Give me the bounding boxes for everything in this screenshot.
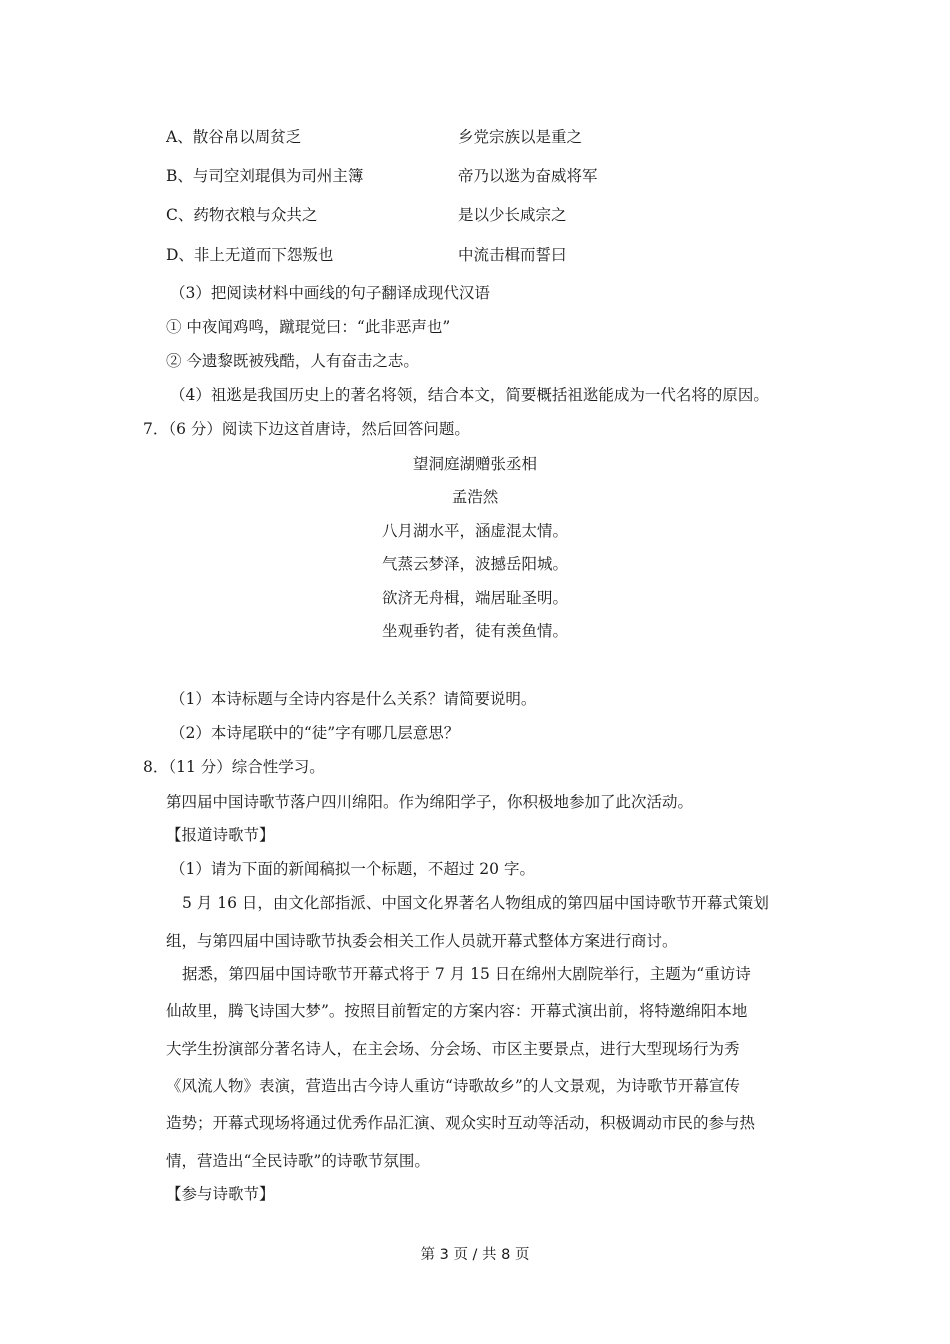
page-number: 第 3 页 / 共 8 页 — [420, 1247, 530, 1263]
q7-part2: （2）本诗尾联中的“徒”字有哪几层意思？ — [170, 724, 460, 742]
q8-part1: （1）请为下面的新闻稿拟一个标题，不超过 20 字。 — [170, 860, 535, 878]
q6-part4: （4）祖逖是我国历史上的著名将领，结合本文，简要概括祖逖能成为一代名将的原因。 — [170, 386, 769, 404]
news-p1-line2: 组，与第四届中国诗歌节执委会相关工作人员就开幕式整体方案进行商讨。 — [166, 932, 678, 950]
option-a-right: 乡党宗族以是重之 — [458, 128, 583, 146]
option-c: C、药物衣粮与众共之 — [166, 206, 318, 224]
q7-stem: 7．（6 分）阅读下边这首唐诗，然后回答问题。 — [143, 420, 470, 438]
section-participate: 【参与诗歌节】 — [166, 1185, 275, 1203]
poem-author: 孟浩然 — [451, 488, 499, 506]
option-d: D、非上无道而下怨叛也 — [166, 246, 334, 264]
q6-sentence-2: ② 今遗黎既被残酷，人有奋击之志。 — [166, 352, 419, 370]
q7-part1: （1）本诗标题与全诗内容是什么关系？请简要说明。 — [170, 690, 537, 708]
q6-sentence-1: ① 中夜闻鸡鸣，蹴琨觉曰：“此非恶声也” — [166, 318, 451, 336]
q6-part3: （3）把阅读材料中画线的句子翻译成现代汉语 — [170, 284, 490, 302]
news-p1-line1: 5 月 16 日，由文化部指派、中国文化界著名人物组成的第四届中国诗歌节开幕式策划 — [182, 894, 769, 912]
poem-line-4: 坐观垂钓者，徒有羡鱼情。 — [381, 622, 568, 640]
option-c-right: 是以少长咸宗之 — [458, 206, 567, 224]
option-b: B、与司空刘琨俱为司州主簿 — [166, 167, 364, 185]
news-p2-line6: 情，营造出“全民诗歌”的诗歌节氛围。 — [166, 1152, 430, 1170]
news-p2-line2: 仙故里，腾飞诗国大梦”。按照目前暂定的方案内容：开幕式演出前，将特邀绵阳本地 — [166, 1002, 748, 1020]
poem-line-1: 八月湖水平，涵虚混太情。 — [381, 522, 568, 540]
section-report: 【报道诗歌节】 — [166, 826, 275, 844]
q8-intro: 第四届中国诗歌节落户四川绵阳。作为绵阳学子，你积极地参加了此次活动。 — [166, 793, 694, 811]
news-p2-line1: 据悉，第四届中国诗歌节开幕式将于 7 月 15 日在绵州大剧院举行，主题为“重访诗 — [182, 965, 751, 983]
poem-line-2: 气蒸云梦泽，波撼岳阳城。 — [381, 555, 568, 573]
option-b-right: 帝乃以逖为奋威将军 — [458, 167, 598, 185]
poem-line-3: 欲济无舟楫，端居耻圣明。 — [381, 589, 568, 607]
option-d-right: 中流击楫而誓曰 — [458, 246, 567, 264]
poem-title: 望洞庭湖赠张丞相 — [412, 455, 537, 473]
news-p2-line4: 《风流人物》表演，营造出古今诗人重访“诗歌故乡”的人文景观，为诗歌节开幕宣传 — [166, 1077, 740, 1095]
option-a: A、散谷帛以周贫乏 — [166, 128, 302, 146]
news-p2-line5: 造势；开幕式现场将通过优秀作品汇演、观众实时互动等活动，积极调动市民的参与热 — [166, 1114, 756, 1132]
q8-stem: 8．（11 分）综合性学习。 — [143, 758, 325, 776]
news-p2-line3: 大学生扮演部分著名诗人，在主会场、分会场、市区主要景点，进行大型现场行为秀 — [166, 1040, 740, 1058]
